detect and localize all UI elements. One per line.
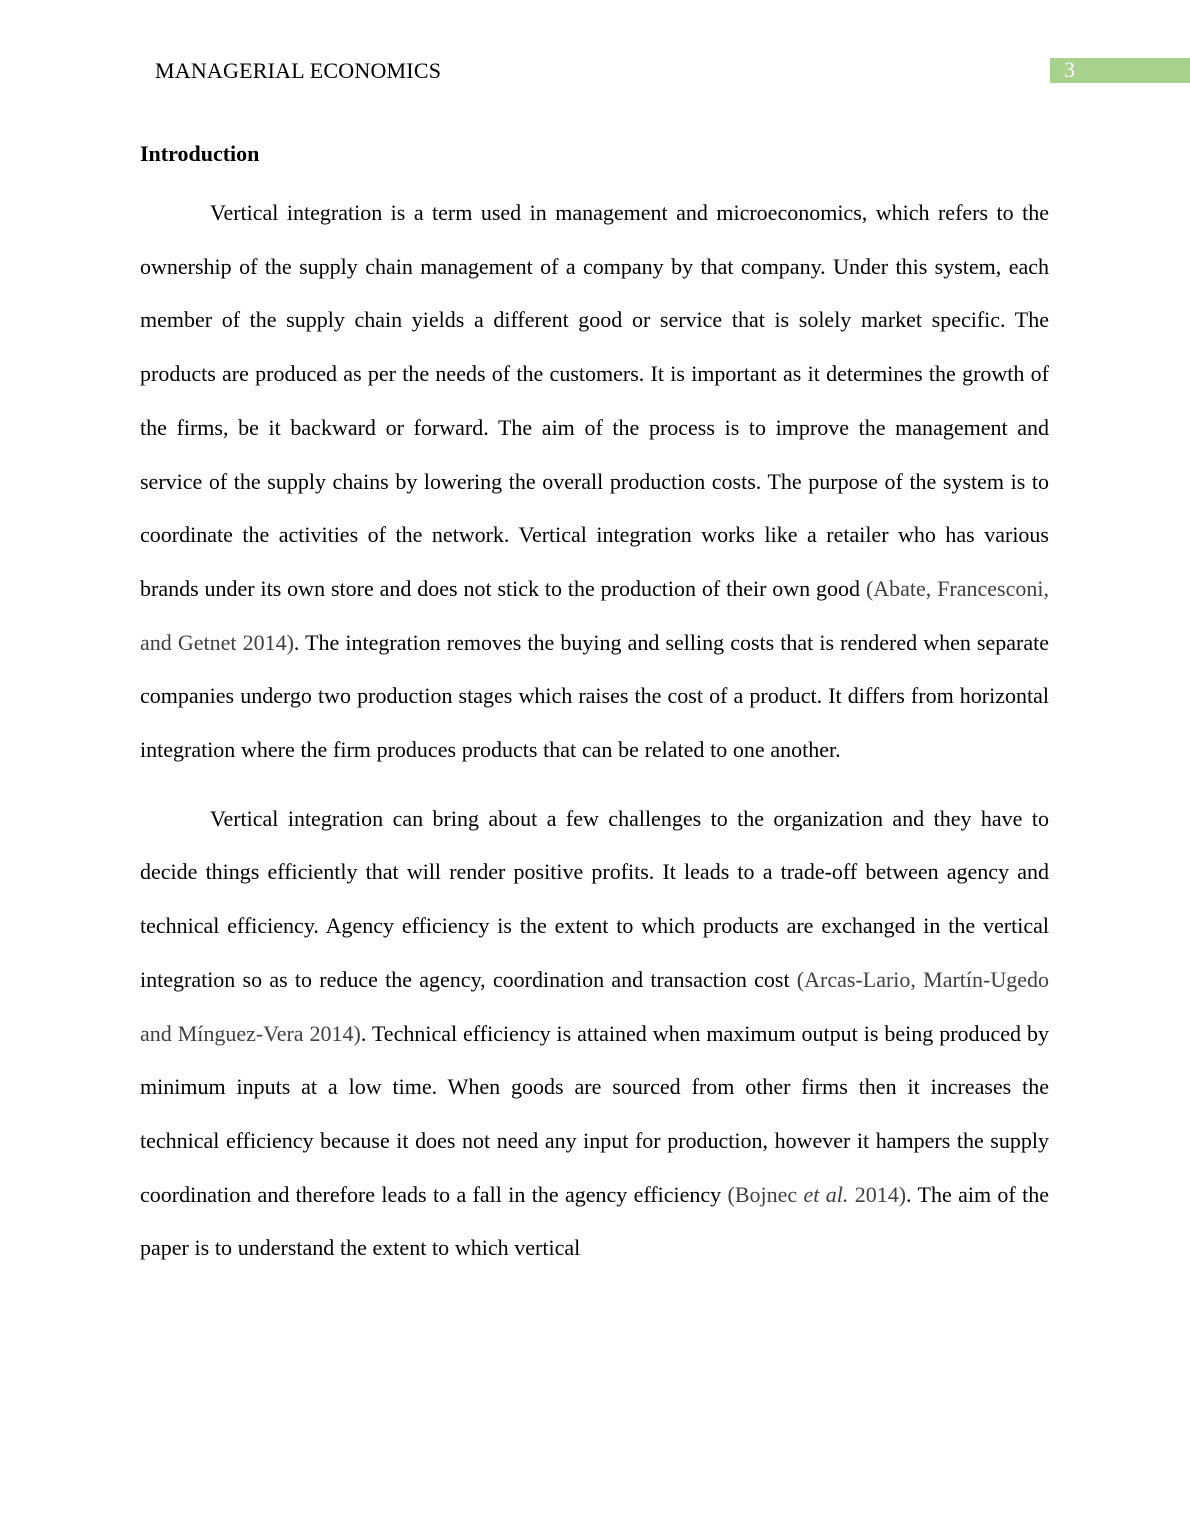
paragraph-1-text-a: Vertical integration is a term used in management and microeconomics, which refers to the ownership of the supply chain management of a company by that company. Under this system, each member of the supply chain yields a different good or service that is solely market specific. The products are produced as per the needs of the customers. It is important as it determines the growth of the firms, be it backward or forward. The aim of the process is to improve the management and service of the supply chains by lowering the overall production costs. The purpose of the system is to coordinate the activities of the network. Vertical integration works like a retailer who has various brands under its own store and does not stick to the production of their own good [140, 200, 1049, 601]
paragraph-1 [140, 186, 1049, 777]
citation-bojnec-etal: et al. [803, 1181, 849, 1207]
page-number-badge [1050, 58, 1190, 83]
citation-bojnec-author: (Bojnec [727, 1181, 804, 1207]
section-heading: Introduction [140, 141, 260, 166]
page-number: 3 [1064, 57, 1075, 82]
paragraph-1-text-b: . The integration removes the buying and selling costs that is rendered when separate companies undergo two production stages which raises the cost of a product. It differs from horizontal integration where the firm produces products that can be related to one another. [140, 629, 1049, 763]
citation-arcas-lario-2014: (Arcas-Lario, Martín-Ugedo and Mínguez-Vera 2014) [140, 966, 1049, 1046]
paragraph-2-text-c: . The aim of the paper is to understand the extent to which vertical [140, 1181, 1049, 1261]
citation-bojnec-2014 [728, 1182, 907, 1207]
paragraph-2-text-b: . Technical efficiency is attained when maximum output is being produced by minimum inputs at a low time. When goods are sourced from other firms then it increases the technical efficiency because it does not need any input for production, however it hampers the supply coordination and therefore leads to a fall in the agency efficiency [140, 1020, 1050, 1207]
paragraph-2 [140, 792, 1049, 1275]
paragraph-2-text-a: Vertical integration can bring about a few challenges to the organization and they have to decide things efficiently that will render positive profits. It leads to a trade-off between agency and technical efficiency. Agency efficiency is the extent to which products are exchanged in the vertical integration so as to reduce the agency, coordination and transaction cost [140, 805, 1049, 992]
running-header-title: MANAGERIAL ECONOMICS [155, 58, 442, 83]
document-body [140, 139, 1049, 1275]
citation-bojnec-year: 2014) [848, 1181, 907, 1207]
citation-abate-2014: (Abate, Francesconi, and Getnet 2014) [140, 575, 1049, 655]
